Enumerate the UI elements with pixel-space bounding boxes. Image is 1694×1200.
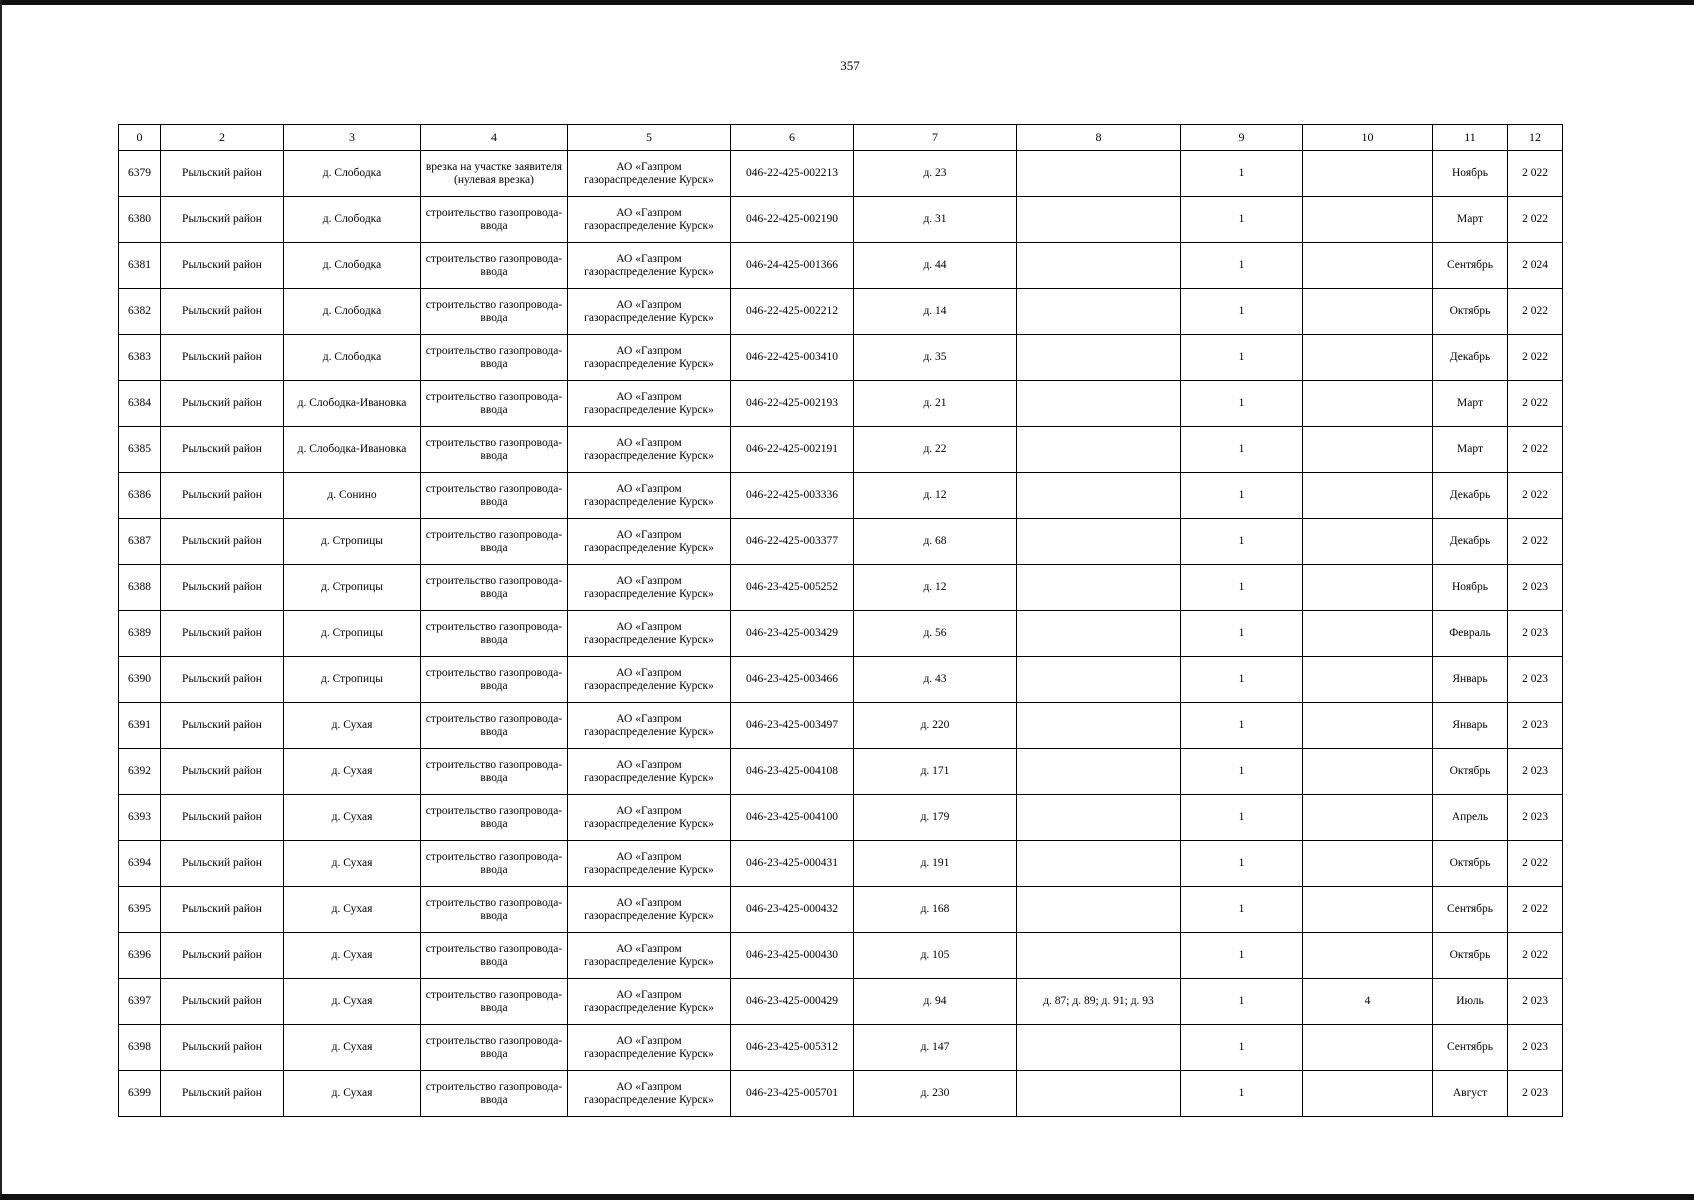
row-number: 6390 bbox=[119, 657, 161, 703]
year-cell: 2 022 bbox=[1508, 381, 1563, 427]
organization-cell: АО «Газпром газораспределение Курск» bbox=[568, 703, 731, 749]
count-cell: 1 bbox=[1181, 473, 1303, 519]
work-type-cell: строительство газопровода-ввода bbox=[421, 611, 568, 657]
organization-cell: АО «Газпром газораспределение Курск» bbox=[568, 933, 731, 979]
count-cell: 1 bbox=[1181, 519, 1303, 565]
month-cell: Октябрь bbox=[1433, 289, 1508, 335]
locality-cell: д. Сухая bbox=[284, 795, 421, 841]
application-code-cell: 046-22-425-003377 bbox=[731, 519, 854, 565]
year-cell: 2 022 bbox=[1508, 335, 1563, 381]
work-type-cell: строительство газопровода-ввода bbox=[421, 933, 568, 979]
count-cell: 1 bbox=[1181, 1071, 1303, 1117]
additional-houses-cell bbox=[1017, 427, 1181, 473]
locality-cell: д. Слободка bbox=[284, 151, 421, 197]
row-number: 6379 bbox=[119, 151, 161, 197]
year-cell: 2 023 bbox=[1508, 611, 1563, 657]
house-number-cell: д. 171 bbox=[854, 749, 1017, 795]
organization-cell: АО «Газпром газораспределение Курск» bbox=[568, 519, 731, 565]
row-number: 6398 bbox=[119, 1025, 161, 1071]
house-number-cell: д. 191 bbox=[854, 841, 1017, 887]
district-cell: Рыльский район bbox=[161, 657, 284, 703]
row-number: 6394 bbox=[119, 841, 161, 887]
work-type-cell: строительство газопровода-ввода bbox=[421, 427, 568, 473]
work-type-cell: строительство газопровода-ввода bbox=[421, 841, 568, 887]
house-number-cell: д. 14 bbox=[854, 289, 1017, 335]
additional-houses-cell bbox=[1017, 289, 1181, 335]
table-row bbox=[119, 243, 1563, 289]
table-row bbox=[119, 1025, 1563, 1071]
table-row bbox=[119, 381, 1563, 427]
count-cell: 1 bbox=[1181, 381, 1303, 427]
year-cell: 2 023 bbox=[1508, 703, 1563, 749]
month-cell: Январь bbox=[1433, 703, 1508, 749]
table-row bbox=[119, 335, 1563, 381]
col-header: 9 bbox=[1181, 125, 1303, 151]
column-10-cell bbox=[1303, 151, 1433, 197]
count-cell: 1 bbox=[1181, 197, 1303, 243]
locality-cell: д. Сухая bbox=[284, 749, 421, 795]
locality-cell: д. Слободка bbox=[284, 243, 421, 289]
district-cell: Рыльский район bbox=[161, 427, 284, 473]
application-code-cell: 046-23-425-000431 bbox=[731, 841, 854, 887]
year-cell: 2 023 bbox=[1508, 979, 1563, 1025]
year-cell: 2 023 bbox=[1508, 749, 1563, 795]
additional-houses-cell bbox=[1017, 795, 1181, 841]
additional-houses-cell bbox=[1017, 933, 1181, 979]
table-row bbox=[119, 197, 1563, 243]
additional-houses-cell: д. 87; д. 89; д. 91; д. 93 bbox=[1017, 979, 1181, 1025]
house-number-cell: д. 220 bbox=[854, 703, 1017, 749]
row-number: 6385 bbox=[119, 427, 161, 473]
col-header: 7 bbox=[854, 125, 1017, 151]
application-code-cell: 046-23-425-003429 bbox=[731, 611, 854, 657]
row-number: 6384 bbox=[119, 381, 161, 427]
locality-cell: д. Слободка bbox=[284, 289, 421, 335]
work-type-cell: строительство газопровода-ввода bbox=[421, 703, 568, 749]
row-number: 6396 bbox=[119, 933, 161, 979]
count-cell: 1 bbox=[1181, 243, 1303, 289]
month-cell: Апрель bbox=[1433, 795, 1508, 841]
work-type-cell: строительство газопровода-ввода bbox=[421, 243, 568, 289]
year-cell: 2 024 bbox=[1508, 243, 1563, 289]
month-cell: Январь bbox=[1433, 657, 1508, 703]
additional-houses-cell bbox=[1017, 381, 1181, 427]
additional-houses-cell bbox=[1017, 335, 1181, 381]
year-cell: 2 023 bbox=[1508, 795, 1563, 841]
month-cell: Март bbox=[1433, 381, 1508, 427]
month-cell: Декабрь bbox=[1433, 473, 1508, 519]
column-10-cell bbox=[1303, 289, 1433, 335]
count-cell: 1 bbox=[1181, 289, 1303, 335]
work-type-cell: строительство газопровода-ввода bbox=[421, 979, 568, 1025]
organization-cell: АО «Газпром газораспределение Курск» bbox=[568, 565, 731, 611]
month-cell: Октябрь bbox=[1433, 841, 1508, 887]
work-type-cell: строительство газопровода-ввода bbox=[421, 519, 568, 565]
house-number-cell: д. 68 bbox=[854, 519, 1017, 565]
row-number: 6381 bbox=[119, 243, 161, 289]
count-cell: 1 bbox=[1181, 657, 1303, 703]
row-number: 6388 bbox=[119, 565, 161, 611]
year-cell: 2 023 bbox=[1508, 1071, 1563, 1117]
organization-cell: АО «Газпром газораспределение Курск» bbox=[568, 1025, 731, 1071]
col-header: 8 bbox=[1017, 125, 1181, 151]
district-cell: Рыльский район bbox=[161, 381, 284, 427]
table-row bbox=[119, 887, 1563, 933]
additional-houses-cell bbox=[1017, 519, 1181, 565]
column-10-cell bbox=[1303, 841, 1433, 887]
row-number: 6382 bbox=[119, 289, 161, 335]
table-row bbox=[119, 1071, 1563, 1117]
month-cell: Декабрь bbox=[1433, 335, 1508, 381]
month-cell: Октябрь bbox=[1433, 933, 1508, 979]
work-type-cell: строительство газопровода-ввода bbox=[421, 749, 568, 795]
col-header: 0 bbox=[119, 125, 161, 151]
year-cell: 2 023 bbox=[1508, 565, 1563, 611]
district-cell: Рыльский район bbox=[161, 1071, 284, 1117]
application-code-cell: 046-22-425-002212 bbox=[731, 289, 854, 335]
month-cell: Август bbox=[1433, 1071, 1508, 1117]
district-cell: Рыльский район bbox=[161, 289, 284, 335]
organization-cell: АО «Газпром газораспределение Курск» bbox=[568, 381, 731, 427]
table-row bbox=[119, 749, 1563, 795]
house-number-cell: д. 35 bbox=[854, 335, 1017, 381]
month-cell: Февраль bbox=[1433, 611, 1508, 657]
column-10-cell bbox=[1303, 749, 1433, 795]
locality-cell: д. Сухая bbox=[284, 887, 421, 933]
application-code-cell: 046-24-425-001366 bbox=[731, 243, 854, 289]
year-cell: 2 022 bbox=[1508, 519, 1563, 565]
header-row bbox=[119, 125, 1563, 151]
house-number-cell: д. 168 bbox=[854, 887, 1017, 933]
month-cell: Сентябрь bbox=[1433, 887, 1508, 933]
month-cell: Декабрь bbox=[1433, 519, 1508, 565]
row-number: 6383 bbox=[119, 335, 161, 381]
work-type-cell: строительство газопровода-ввода bbox=[421, 795, 568, 841]
column-10-cell bbox=[1303, 1025, 1433, 1071]
application-code-cell: 046-22-425-003410 bbox=[731, 335, 854, 381]
col-header: 2 bbox=[161, 125, 284, 151]
house-number-cell: д. 105 bbox=[854, 933, 1017, 979]
column-10-cell bbox=[1303, 243, 1433, 289]
locality-cell: д. Стропицы bbox=[284, 611, 421, 657]
work-type-cell: врезка на участке заявителя (нулевая врезка) bbox=[421, 151, 568, 197]
organization-cell: АО «Газпром газораспределение Курск» bbox=[568, 427, 731, 473]
additional-houses-cell bbox=[1017, 749, 1181, 795]
application-code-cell: 046-23-425-003497 bbox=[731, 703, 854, 749]
count-cell: 1 bbox=[1181, 887, 1303, 933]
scan-border-top bbox=[0, 0, 1694, 5]
row-number: 6391 bbox=[119, 703, 161, 749]
month-cell: Сентябрь bbox=[1433, 243, 1508, 289]
district-cell: Рыльский район bbox=[161, 243, 284, 289]
work-type-cell: строительство газопровода-ввода bbox=[421, 381, 568, 427]
month-cell: Ноябрь bbox=[1433, 565, 1508, 611]
additional-houses-cell bbox=[1017, 841, 1181, 887]
work-type-cell: строительство газопровода-ввода bbox=[421, 565, 568, 611]
month-cell: Октябрь bbox=[1433, 749, 1508, 795]
table-row bbox=[119, 703, 1563, 749]
count-cell: 1 bbox=[1181, 933, 1303, 979]
count-cell: 1 bbox=[1181, 749, 1303, 795]
table-row bbox=[119, 151, 1563, 197]
month-cell: Март bbox=[1433, 427, 1508, 473]
column-10-cell bbox=[1303, 381, 1433, 427]
count-cell: 1 bbox=[1181, 1025, 1303, 1071]
table-row bbox=[119, 841, 1563, 887]
organization-cell: АО «Газпром газораспределение Курск» bbox=[568, 887, 731, 933]
column-10-cell bbox=[1303, 933, 1433, 979]
column-10-cell bbox=[1303, 565, 1433, 611]
locality-cell: д. Сухая bbox=[284, 841, 421, 887]
table-row bbox=[119, 565, 1563, 611]
house-number-cell: д. 12 bbox=[854, 473, 1017, 519]
additional-houses-cell bbox=[1017, 1071, 1181, 1117]
table-row bbox=[119, 427, 1563, 473]
application-code-cell: 046-23-425-004108 bbox=[731, 749, 854, 795]
house-number-cell: д. 12 bbox=[854, 565, 1017, 611]
count-cell: 1 bbox=[1181, 611, 1303, 657]
count-cell: 1 bbox=[1181, 703, 1303, 749]
column-10-cell bbox=[1303, 657, 1433, 703]
work-type-cell: строительство газопровода-ввода bbox=[421, 1071, 568, 1117]
year-cell: 2 023 bbox=[1508, 1025, 1563, 1071]
additional-houses-cell bbox=[1017, 1025, 1181, 1071]
organization-cell: АО «Газпром газораспределение Курск» bbox=[568, 979, 731, 1025]
additional-houses-cell bbox=[1017, 565, 1181, 611]
application-code-cell: 046-23-425-003466 bbox=[731, 657, 854, 703]
year-cell: 2 022 bbox=[1508, 841, 1563, 887]
count-cell: 1 bbox=[1181, 565, 1303, 611]
count-cell: 1 bbox=[1181, 979, 1303, 1025]
locality-cell: д. Стропицы bbox=[284, 519, 421, 565]
district-cell: Рыльский район bbox=[161, 749, 284, 795]
year-cell: 2 022 bbox=[1508, 933, 1563, 979]
organization-cell: АО «Газпром газораспределение Курск» bbox=[568, 473, 731, 519]
row-number: 6380 bbox=[119, 197, 161, 243]
additional-houses-cell bbox=[1017, 887, 1181, 933]
column-10-cell bbox=[1303, 519, 1433, 565]
col-header: 5 bbox=[568, 125, 731, 151]
district-cell: Рыльский район bbox=[161, 703, 284, 749]
year-cell: 2 022 bbox=[1508, 289, 1563, 335]
work-type-cell: строительство газопровода-ввода bbox=[421, 335, 568, 381]
district-cell: Рыльский район bbox=[161, 887, 284, 933]
organization-cell: АО «Газпром газораспределение Курск» bbox=[568, 335, 731, 381]
house-number-cell: д. 31 bbox=[854, 197, 1017, 243]
gasification-table bbox=[118, 124, 1563, 1117]
house-number-cell: д. 22 bbox=[854, 427, 1017, 473]
additional-houses-cell bbox=[1017, 611, 1181, 657]
column-10-cell bbox=[1303, 473, 1433, 519]
additional-houses-cell bbox=[1017, 197, 1181, 243]
column-10-cell bbox=[1303, 795, 1433, 841]
house-number-cell: д. 147 bbox=[854, 1025, 1017, 1071]
house-number-cell: д. 21 bbox=[854, 381, 1017, 427]
column-10-cell bbox=[1303, 427, 1433, 473]
organization-cell: АО «Газпром газораспределение Курск» bbox=[568, 243, 731, 289]
count-cell: 1 bbox=[1181, 151, 1303, 197]
locality-cell: д. Сухая bbox=[284, 1025, 421, 1071]
row-number: 6399 bbox=[119, 1071, 161, 1117]
count-cell: 1 bbox=[1181, 795, 1303, 841]
district-cell: Рыльский район bbox=[161, 151, 284, 197]
year-cell: 2 022 bbox=[1508, 427, 1563, 473]
application-code-cell: 046-23-425-000429 bbox=[731, 979, 854, 1025]
organization-cell: АО «Газпром газораспределение Курск» bbox=[568, 151, 731, 197]
count-cell: 1 bbox=[1181, 427, 1303, 473]
additional-houses-cell bbox=[1017, 151, 1181, 197]
application-code-cell: 046-22-425-002191 bbox=[731, 427, 854, 473]
locality-cell: д. Слободка-Ивановка bbox=[284, 381, 421, 427]
table-row bbox=[119, 519, 1563, 565]
organization-cell: АО «Газпром газораспределение Курск» bbox=[568, 197, 731, 243]
application-code-cell: 046-22-425-002190 bbox=[731, 197, 854, 243]
column-10-cell bbox=[1303, 197, 1433, 243]
additional-houses-cell bbox=[1017, 473, 1181, 519]
month-cell: Июль bbox=[1433, 979, 1508, 1025]
locality-cell: д. Сухая bbox=[284, 703, 421, 749]
table-row bbox=[119, 657, 1563, 703]
application-code-cell: 046-22-425-002193 bbox=[731, 381, 854, 427]
locality-cell: д. Сухая bbox=[284, 1071, 421, 1117]
application-code-cell: 046-23-425-004100 bbox=[731, 795, 854, 841]
column-10-cell bbox=[1303, 703, 1433, 749]
column-10-cell bbox=[1303, 887, 1433, 933]
house-number-cell: д. 230 bbox=[854, 1071, 1017, 1117]
column-10-cell: 4 bbox=[1303, 979, 1433, 1025]
scan-border-left bbox=[0, 0, 2, 1200]
year-cell: 2 022 bbox=[1508, 197, 1563, 243]
work-type-cell: строительство газопровода-ввода bbox=[421, 1025, 568, 1071]
additional-houses-cell bbox=[1017, 703, 1181, 749]
work-type-cell: строительство газопровода-ввода bbox=[421, 887, 568, 933]
row-number: 6387 bbox=[119, 519, 161, 565]
work-type-cell: строительство газопровода-ввода bbox=[421, 657, 568, 703]
work-type-cell: строительство газопровода-ввода bbox=[421, 197, 568, 243]
locality-cell: д. Слободка-Ивановка bbox=[284, 427, 421, 473]
col-header: 6 bbox=[731, 125, 854, 151]
count-cell: 1 bbox=[1181, 841, 1303, 887]
application-code-cell: 046-23-425-005312 bbox=[731, 1025, 854, 1071]
house-number-cell: д. 179 bbox=[854, 795, 1017, 841]
house-number-cell: д. 23 bbox=[854, 151, 1017, 197]
district-cell: Рыльский район bbox=[161, 197, 284, 243]
column-10-cell bbox=[1303, 611, 1433, 657]
application-code-cell: 046-23-425-005701 bbox=[731, 1071, 854, 1117]
district-cell: Рыльский район bbox=[161, 795, 284, 841]
district-cell: Рыльский район bbox=[161, 473, 284, 519]
year-cell: 2 023 bbox=[1508, 657, 1563, 703]
additional-houses-cell bbox=[1017, 243, 1181, 289]
month-cell: Сентябрь bbox=[1433, 1025, 1508, 1071]
district-cell: Рыльский район bbox=[161, 841, 284, 887]
organization-cell: АО «Газпром газораспределение Курск» bbox=[568, 795, 731, 841]
work-type-cell: строительство газопровода-ввода bbox=[421, 289, 568, 335]
organization-cell: АО «Газпром газораспределение Курск» bbox=[568, 1071, 731, 1117]
work-type-cell: строительство газопровода-ввода bbox=[421, 473, 568, 519]
table-row bbox=[119, 473, 1563, 519]
table-row bbox=[119, 979, 1563, 1025]
application-code-cell: 046-23-425-000432 bbox=[731, 887, 854, 933]
year-cell: 2 022 bbox=[1508, 151, 1563, 197]
month-cell: Ноябрь bbox=[1433, 151, 1508, 197]
house-number-cell: д. 43 bbox=[854, 657, 1017, 703]
row-number: 6393 bbox=[119, 795, 161, 841]
col-header: 3 bbox=[284, 125, 421, 151]
locality-cell: д. Сонино bbox=[284, 473, 421, 519]
locality-cell: д. Стропицы bbox=[284, 565, 421, 611]
col-header: 11 bbox=[1433, 125, 1508, 151]
district-cell: Рыльский район bbox=[161, 335, 284, 381]
district-cell: Рыльский район bbox=[161, 979, 284, 1025]
application-code-cell: 046-23-425-005252 bbox=[731, 565, 854, 611]
locality-cell: д. Сухая bbox=[284, 979, 421, 1025]
application-code-cell: 046-22-425-002213 bbox=[731, 151, 854, 197]
col-header: 4 bbox=[421, 125, 568, 151]
organization-cell: АО «Газпром газораспределение Курск» bbox=[568, 841, 731, 887]
page-number: 357 bbox=[840, 58, 860, 73]
locality-cell: д. Слободка bbox=[284, 335, 421, 381]
scan-border-bottom bbox=[0, 1194, 1694, 1200]
table-row bbox=[119, 933, 1563, 979]
col-header: 12 bbox=[1508, 125, 1563, 151]
row-number: 6397 bbox=[119, 979, 161, 1025]
year-cell: 2 022 bbox=[1508, 887, 1563, 933]
district-cell: Рыльский район bbox=[161, 611, 284, 657]
organization-cell: АО «Газпром газораспределение Курск» bbox=[568, 657, 731, 703]
row-number: 6392 bbox=[119, 749, 161, 795]
table-row bbox=[119, 289, 1563, 335]
house-number-cell: д. 56 bbox=[854, 611, 1017, 657]
locality-cell: д. Стропицы bbox=[284, 657, 421, 703]
organization-cell: АО «Газпром газораспределение Курск» bbox=[568, 749, 731, 795]
district-cell: Рыльский район bbox=[161, 519, 284, 565]
application-code-cell: 046-22-425-003336 bbox=[731, 473, 854, 519]
month-cell: Март bbox=[1433, 197, 1508, 243]
locality-cell: д. Слободка bbox=[284, 197, 421, 243]
count-cell: 1 bbox=[1181, 335, 1303, 381]
row-number: 6395 bbox=[119, 887, 161, 933]
column-10-cell bbox=[1303, 335, 1433, 381]
district-cell: Рыльский район bbox=[161, 933, 284, 979]
col-header: 10 bbox=[1303, 125, 1433, 151]
house-number-cell: д. 94 bbox=[854, 979, 1017, 1025]
district-cell: Рыльский район bbox=[161, 1025, 284, 1071]
application-code-cell: 046-23-425-000430 bbox=[731, 933, 854, 979]
row-number: 6389 bbox=[119, 611, 161, 657]
locality-cell: д. Сухая bbox=[284, 933, 421, 979]
house-number-cell: д. 44 bbox=[854, 243, 1017, 289]
district-cell: Рыльский район bbox=[161, 565, 284, 611]
table-row bbox=[119, 611, 1563, 657]
row-number: 6386 bbox=[119, 473, 161, 519]
organization-cell: АО «Газпром газораспределение Курск» bbox=[568, 289, 731, 335]
organization-cell: АО «Газпром газораспределение Курск» bbox=[568, 611, 731, 657]
column-10-cell bbox=[1303, 1071, 1433, 1117]
table-row bbox=[119, 795, 1563, 841]
year-cell: 2 022 bbox=[1508, 473, 1563, 519]
additional-houses-cell bbox=[1017, 657, 1181, 703]
